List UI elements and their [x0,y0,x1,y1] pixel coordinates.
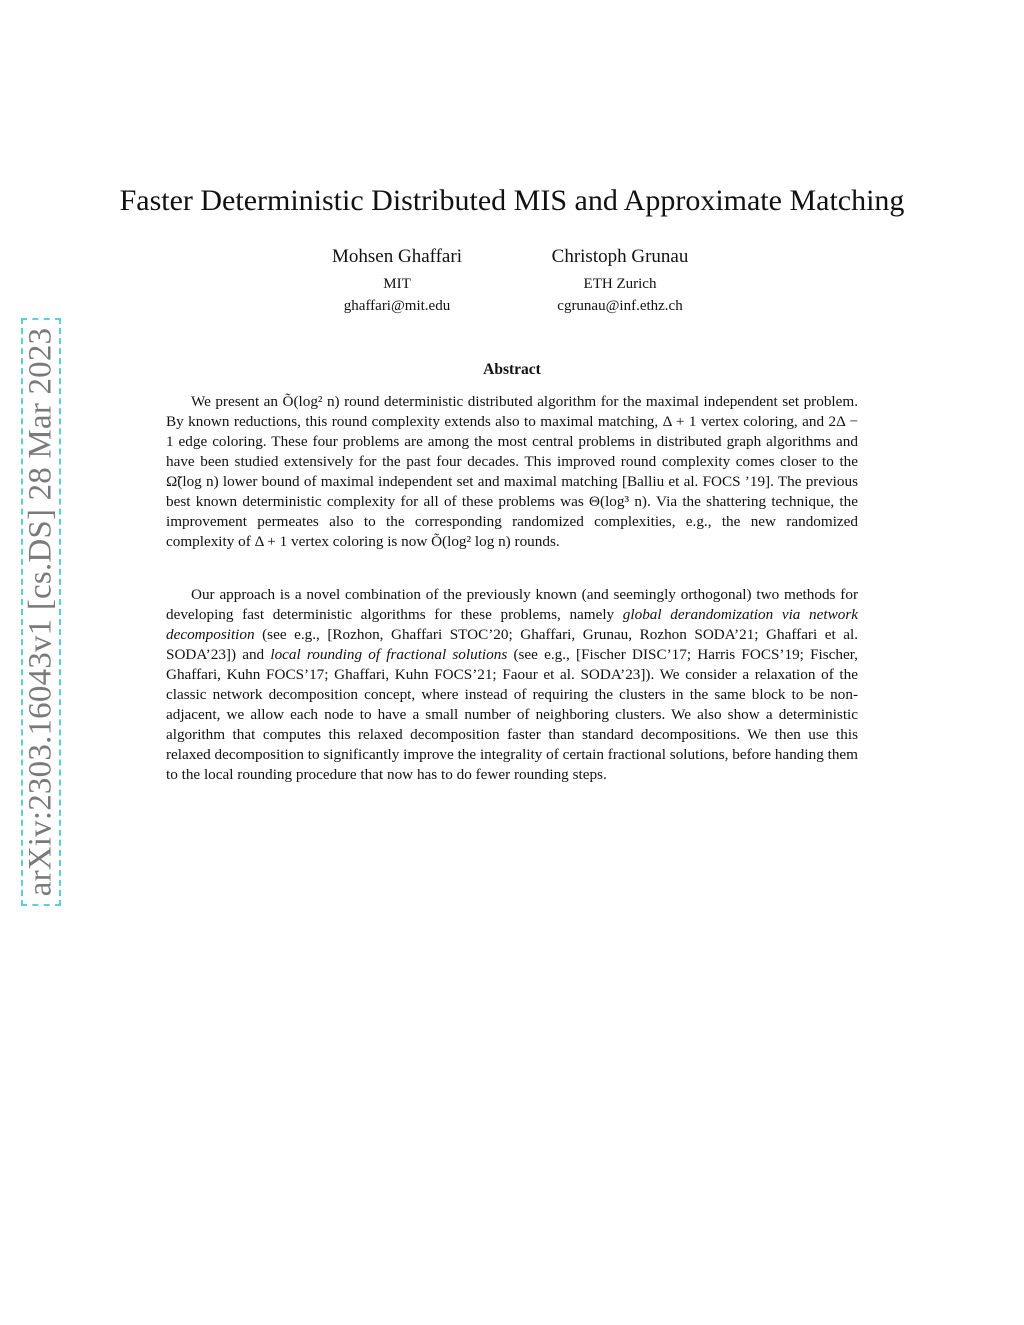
abstract-paragraph [166,392,858,552]
arxiv-stamp [21,318,61,906]
abstract-text: We present an [191,393,283,410]
abstract-text: (see e.g., [Rozhon, Ghaffari STOC’20; Ghaffari, Grunau, Rozhon SODA’21; Ghaffari et al. SODA’23]) and [166,626,858,663]
author-email: ghaffari@mit.edu [343,298,451,314]
arxiv-identifier: arXiv:2303.16043v1 [cs.DS] 28 Mar 2023 [22,327,59,897]
author-block [510,244,730,317]
abstract-text: rounds. [510,533,560,550]
emphasized-term: local rounding of fractional solutions [270,646,508,663]
math-expression: Ω̃(log n) [166,473,219,490]
math-expression: Õ(log² log n) [431,533,511,550]
paper-title: Faster Deterministic Distributed MIS and Approximate Matching [119,184,905,217]
author-name: Mohsen Ghaffari [332,246,462,267]
author-block [287,244,507,317]
math-expression: Õ(log² n) [282,393,340,410]
abstract-text: Our approach is a novel combination of the previously known (and seemingly orthogonal) two methods for developing fast deterministic algorithms for these problems, namely [166,586,858,623]
abstract-heading: Abstract [483,361,541,378]
abstract-text: (see e.g., [Fischer DISC’17; Harris FOCS’19; Fischer, Ghaffari, Kuhn FOCS’17; Ghaffari, Kuhn FOCS’21; Faour et al. SODA’23]). We consider a relaxation of the classic network decomposition concept, where instead of requiring the clusters in the same block to be non-adjacent, we allow each node to have a small number of neighboring clusters. We also show a deterministic algorithm that computes this relaxed decomposition faster than standard decompositions. We then use this relaxed decomposition to significantly improve the integrality of certain fractional solutions, before handing them to the local rounding procedure that now has to do fewer rounding steps. [166,646,858,783]
author-affiliation: ETH Zurich [583,276,657,292]
abstract-text: round deterministic distributed algorithm for the maximal independent set problem. By known reductions, this round complexity extends also to maximal matching, Δ + 1 vertex coloring, and 2Δ − 1 edge coloring. These four problems are among the most central problems in distributed graph algorithms and have been studied extensively for the past four decades. This improved round complexity comes closer to the [166,393,858,470]
author-name: Christoph Grunau [551,246,689,267]
abstract-text: lower bound of maximal independent set and maximal matching [Balliu et al. FOCS ’19]. The previous best known deterministic complexity for all of these problems was Θ(log³ n). Via the shattering technique, the improvement permeates also to the corresponding randomized complexities, e.g., the new randomized complexity of Δ + 1 vertex coloring is now [166,473,858,550]
abstract-paragraph [166,585,858,785]
emphasized-term: global derandomization via network decomposition [166,606,858,643]
author-affiliation: MIT [383,276,411,292]
author-email: cgrunau@inf.ethz.ch [557,298,683,314]
